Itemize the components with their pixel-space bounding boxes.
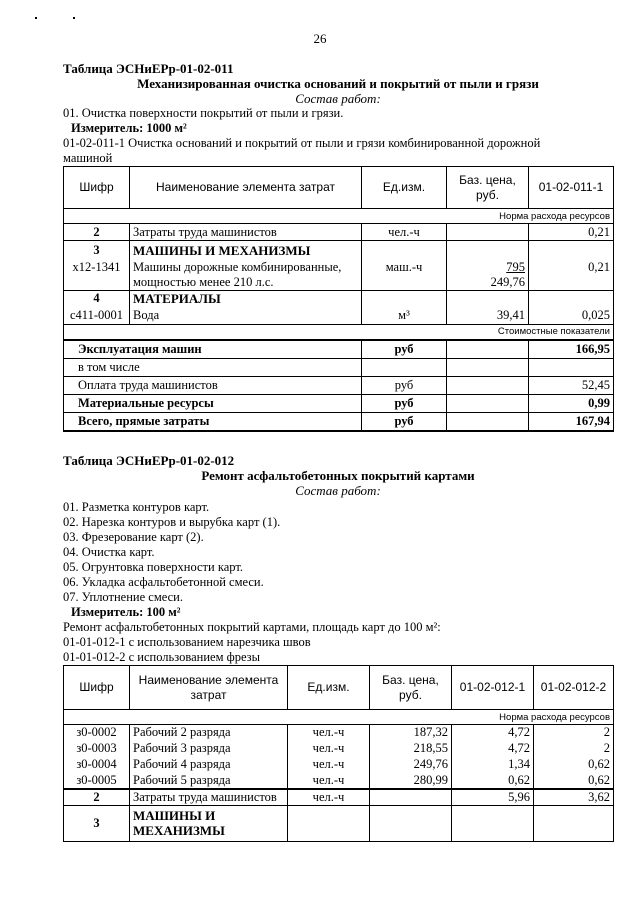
cell-price-line: 795 <box>506 259 525 274</box>
summary-name: Всего, прямые затраты <box>64 413 362 431</box>
header-unit: Ед.изм. <box>362 167 447 209</box>
table-2-description: 01-01-012-2 с использованием фрезы <box>63 650 260 664</box>
table-2-description: Ремонт асфальтобетонных покрытий картами, площадь карт до 100 м²: <box>63 620 441 634</box>
cell-name: Вода <box>130 307 362 324</box>
table-2-subtitle: Ремонт асфальтобетонных покрытий картами <box>201 468 475 483</box>
table-1-title: Таблица ЭСНиЕРр-01-02-011 <box>63 61 234 76</box>
cell-unit: чел.-ч <box>288 757 370 773</box>
cell-name: Рабочий 2 разряда <box>130 725 288 741</box>
header-code: Шифр <box>64 167 130 209</box>
cell-value: 0,21 <box>529 224 614 241</box>
cell-name: Рабочий 5 разряда <box>130 773 288 789</box>
note-row <box>64 324 614 340</box>
table-1 <box>63 166 614 432</box>
header-code: Шифр <box>64 666 130 710</box>
header-name: Наименование элемента затрат <box>130 167 362 209</box>
work-item: 05. Огрунтовка поверхности карт. <box>63 560 243 574</box>
cell-value: 0,62 <box>534 773 614 789</box>
cell-name: Рабочий 4 разряда <box>130 757 288 773</box>
summary-row <box>64 413 614 431</box>
section-title <box>130 805 288 841</box>
cell-code: з0-0005 <box>64 773 130 789</box>
summary-unit: руб <box>362 340 447 359</box>
cell-price: 187,32 <box>370 725 452 741</box>
cell-name-line: мощностью менее 210 л.с. <box>133 274 274 289</box>
section-row <box>64 805 614 841</box>
cell-name: Затраты труда машинистов <box>130 789 288 806</box>
cell-code: 3 <box>64 241 130 260</box>
table-1-work-item: 01. Очистка поверхности покрытий от пыли и грязи. <box>63 106 344 120</box>
work-item: 01. Разметка контуров карт. <box>63 500 210 514</box>
work-item: 07. Уплотнение смеси. <box>63 590 183 604</box>
section-title-line: МАШИНЫ И <box>133 808 216 823</box>
summary-row <box>64 395 614 413</box>
table-2-section <box>63 453 613 842</box>
table-row <box>64 789 614 806</box>
table-2-measure: Измеритель: 100 м² <box>71 605 181 619</box>
cell-code: з0-0004 <box>64 757 130 773</box>
cell-value: 3,62 <box>534 789 614 806</box>
cell-value: 4,72 <box>452 741 534 757</box>
cell-price <box>447 224 529 241</box>
header-name: Наименование элемента затрат <box>130 666 288 710</box>
table-row <box>64 224 614 241</box>
cell-unit: м³ <box>362 307 447 324</box>
cell-price-line: 249,76 <box>490 274 525 289</box>
work-item: 06. Укладка асфальтобетонной смеси. <box>63 575 264 589</box>
cell-unit: чел.-ч <box>288 741 370 757</box>
summary-name: Оплата труда машинистов <box>64 377 362 395</box>
cell-name-line: Машины дорожные комбинированные, <box>133 259 342 274</box>
cell-price: 218,55 <box>370 741 452 757</box>
cell-price: 280,99 <box>370 773 452 789</box>
work-item: 03. Фрезерование карт (2). <box>63 530 204 544</box>
header-unit: Ед.изм. <box>288 666 370 710</box>
cell-unit: чел.-ч <box>362 224 447 241</box>
table-2-works-heading: Состав работ: <box>295 483 381 498</box>
cell-code: 2 <box>64 224 130 241</box>
cell-price <box>447 260 529 291</box>
table-2-header-row <box>64 666 614 710</box>
table-2 <box>63 665 614 842</box>
scan-mark <box>73 17 75 19</box>
table-2-title: Таблица ЭСНиЕРр-01-02-012 <box>63 453 235 468</box>
table-row <box>64 773 614 789</box>
cell-code: 4 <box>64 290 130 307</box>
summary-unit: руб <box>362 413 447 431</box>
table-2-description: 01-01-012-1 с использованием нарезчика швов <box>63 635 311 649</box>
summary-row <box>64 377 614 395</box>
summary-name: Материальные ресурсы <box>64 395 362 413</box>
table-row <box>64 757 614 773</box>
note-resources: Норма расхода ресурсов <box>64 209 614 224</box>
table-row <box>64 741 614 757</box>
cell-value: 2 <box>534 741 614 757</box>
cell-value: 0,62 <box>534 757 614 773</box>
section-title-line: МЕХАНИЗМЫ <box>133 823 225 838</box>
note-indicators: Стоимостные показатели <box>64 324 614 340</box>
cell-value: 2 <box>534 725 614 741</box>
note-resources: Норма расхода ресурсов <box>64 710 614 725</box>
cell-code: з0-0003 <box>64 741 130 757</box>
header-col2: 01-02-012-2 <box>534 666 614 710</box>
section-row <box>64 241 614 260</box>
table-1-header-row <box>64 167 614 209</box>
table-1-description-cont: машиной <box>63 151 113 165</box>
table-row <box>64 307 614 324</box>
summary-unit <box>362 359 447 377</box>
header-price: Баз. цена, руб. <box>447 167 529 209</box>
summary-value: 0,99 <box>529 395 614 413</box>
header-price: Баз. цена, руб. <box>370 666 452 710</box>
header-col1: 01-02-012-1 <box>452 666 534 710</box>
cell-code: з0-0002 <box>64 725 130 741</box>
summary-unit: руб <box>362 377 447 395</box>
cell-code: 3 <box>64 805 130 841</box>
note-row <box>64 209 614 224</box>
summary-value: 166,95 <box>529 340 614 359</box>
cell-unit: чел.-ч <box>288 789 370 806</box>
note-row <box>64 710 614 725</box>
table-row <box>64 260 614 291</box>
cell-unit: маш.-ч <box>362 260 447 291</box>
cell-name <box>130 260 362 291</box>
scan-mark <box>35 17 37 19</box>
work-item: 02. Нарезка контуров и вырубка карт (1). <box>63 515 281 529</box>
cell-code: с411-0001 <box>64 307 130 324</box>
table-1-measure: Измеритель: 1000 м² <box>71 121 187 135</box>
table-1-section <box>63 61 613 432</box>
cell-price <box>370 789 452 806</box>
cell-name: Затраты труда машинистов <box>130 224 362 241</box>
cell-unit: чел.-ч <box>288 773 370 789</box>
cell-code: х12-1341 <box>64 260 130 291</box>
table-row <box>64 725 614 741</box>
cell-value: 4,72 <box>452 725 534 741</box>
cell-value: 5,96 <box>452 789 534 806</box>
table-1-works-heading: Состав работ: <box>295 91 381 106</box>
cell-name: Рабочий 3 разряда <box>130 741 288 757</box>
work-item: 04. Очистка карт. <box>63 545 155 559</box>
summary-value: 167,94 <box>529 413 614 431</box>
summary-row <box>64 340 614 359</box>
cell-value: 0,62 <box>452 773 534 789</box>
summary-name: в том числе <box>64 359 362 377</box>
cell-value: 1,34 <box>452 757 534 773</box>
table-1-subtitle: Механизированная очистка оснований и покрытий от пыли и грязи <box>137 76 539 91</box>
section-title: МАТЕРИАЛЫ <box>130 290 362 307</box>
summary-value: 52,45 <box>529 377 614 395</box>
cell-unit: чел.-ч <box>288 725 370 741</box>
header-col: 01-02-011-1 <box>529 167 614 209</box>
cell-price: 249,76 <box>370 757 452 773</box>
summary-value <box>529 359 614 377</box>
section-row <box>64 290 614 307</box>
cell-value: 0,025 <box>529 307 614 324</box>
table-1-description: 01-02-011-1 Очистка оснований и покрытий от пыли и грязи комбинированной дорожной <box>63 136 541 150</box>
page-number: 26 <box>313 31 327 46</box>
summary-row <box>64 359 614 377</box>
cell-value: 0,21 <box>529 260 614 291</box>
section-title: МАШИНЫ И МЕХАНИЗМЫ <box>130 241 362 260</box>
summary-unit: руб <box>362 395 447 413</box>
cell-price: 39,41 <box>447 307 529 324</box>
cell-code: 2 <box>64 789 130 806</box>
summary-name: Эксплуатация машин <box>64 340 362 359</box>
